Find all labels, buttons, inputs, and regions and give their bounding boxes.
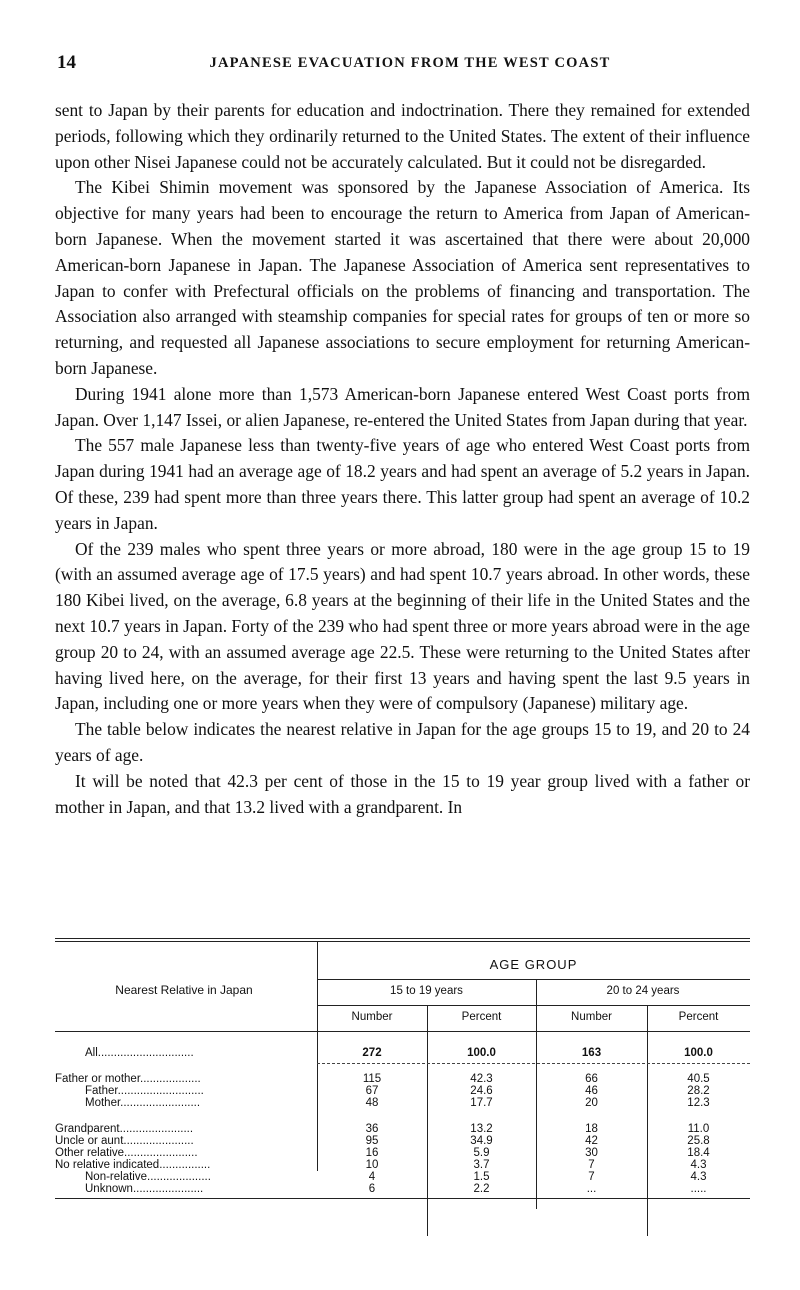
table-row-label: Grandparent....................... — [55, 1123, 194, 1135]
table-cell: 100.0 — [684, 1047, 713, 1059]
table-cell: 163 — [581, 1047, 602, 1059]
table-cell: 40.5 — [687, 1073, 710, 1085]
table-cell: 20 — [585, 1097, 598, 1109]
age-group-header: 20 to 24 years — [606, 985, 680, 997]
header-bottom-rule — [55, 1031, 750, 1032]
column-header-number: Number — [351, 1011, 393, 1023]
column-header-number: Number — [571, 1011, 612, 1023]
table-cell: 11.0 — [687, 1123, 710, 1135]
table-cell: 66 — [585, 1073, 598, 1085]
paragraph: The Kibei Shimin movement was sponsored by the Japanese Association of America. Its objective for many years had been to encourage the return to America from Japan of American-born Japanese. When the movement started it was ascertained that there were about 20,000 American-born Japanese in Japan. The Japanese Association of America sent representatives to Japan to confer with Prefectural officials on the problems of financing and transportation. The Association also arranged with steamship companies for special rates for groups of ten or more so returning, and requested all Japanese associations to secure employment for returning American-born Japanese. — [55, 177, 750, 378]
table-row-label: Unknown...................... — [85, 1183, 204, 1195]
table-cell: 10 — [365, 1159, 379, 1171]
paragraph: During 1941 alone more than 1,573 American-born Japanese entered West Coast ports from Japan. Over 1,147 Issei, or alien Japanese, re-entered the United States from Japan during that year. — [55, 383, 750, 430]
table-cell: 42 — [585, 1135, 598, 1147]
table-cell: ... — [586, 1183, 597, 1195]
table-cell: 18.4 — [687, 1147, 710, 1159]
table-row-label: Other relative....................... — [55, 1147, 198, 1159]
age-group-rule — [317, 1005, 750, 1006]
table-cell: 12.3 — [687, 1097, 710, 1109]
table-row-label: All.............................. — [85, 1047, 194, 1059]
table-row-label: Mother......................... — [85, 1097, 201, 1109]
table-cell: 18 — [585, 1123, 598, 1135]
table-cell: 6 — [368, 1183, 376, 1195]
stub-header: Nearest Relative in Japan — [115, 983, 253, 997]
table-cell: 30 — [585, 1147, 598, 1159]
table-cell: 115 — [362, 1073, 382, 1085]
table-row-label: Father or mother................... — [55, 1073, 201, 1085]
table-cell: 13.2 — [470, 1123, 493, 1135]
group-header: AGE GROUP — [489, 957, 578, 972]
table-cell: 34.9 — [470, 1135, 493, 1147]
running-header: JAPANESE EVACUATION FROM THE WEST COAST — [209, 55, 611, 71]
group-header-rule — [317, 979, 750, 980]
nearest-relative-table — [55, 935, 750, 1235]
paragraph: Of the 239 males who spent three years or more abroad, 180 were in the age group 15 to 19 (with an assumed average age of 17.5 years) and had spent 10.7 years abroad. In other words, these 180 Kibei lived, on the average, 6.8 years at the beginning of their life in the United States and the next 10.7 years in Japan. Forty of the 239 who had spent three or more years abroad were in the age group 20 to 24, with an assumed average age 22.5. These were returning to the United States after having lived here, on the average, for their first 13 years and having spent the last 9.5 years in Japan, including one or more years when they were of compulsory (Japanese) military age. — [55, 538, 750, 714]
body-text — [55, 98, 750, 820]
table-cell: 1.5 — [473, 1171, 490, 1183]
table-cell: 17.7 — [470, 1097, 493, 1109]
table-column-divider — [647, 1006, 648, 1236]
paragraph: The 557 male Japanese less than twenty-five years of age who entered West Coast ports from Japan during 1941 had an average age of 18.2 years and had spent an average of 5.2 years in Japan. Of these, 239 had spent more than three years there. This latter group had spent an average of 10.2 years in Japan. — [55, 435, 750, 533]
table-row-label: No relative indicated................ — [55, 1159, 211, 1171]
table-cell: 4 — [368, 1171, 376, 1183]
table-cell: 46 — [585, 1085, 598, 1097]
table-cell: 16 — [365, 1147, 379, 1159]
table-cell: ..... — [690, 1183, 707, 1195]
table-cell: 67 — [365, 1085, 379, 1097]
table-cell: 272 — [362, 1047, 382, 1059]
table-column-divider — [427, 1006, 428, 1236]
table-cell: 7 — [588, 1171, 595, 1183]
table-row-label: Uncle or aunt...................... — [55, 1135, 194, 1147]
table-cell: 100.0 — [467, 1047, 496, 1059]
table-row-label: Father........................... — [85, 1085, 204, 1097]
table-cell: 24.6 — [470, 1085, 493, 1097]
table-cell: 4.3 — [690, 1171, 707, 1183]
table-cell: 48 — [365, 1097, 379, 1109]
paragraph: sent to Japan by their parents for education and indoctrination. There they remained for extended periods, following which they ordinarily returned to the United States. The extent of their influence upon other Nisei Japanese could not be accurately calculated. But it could not be disregarded. — [55, 100, 750, 172]
table-cell: 3.7 — [473, 1159, 490, 1171]
total-row-rule — [317, 1063, 750, 1064]
table-cell: 5.9 — [473, 1147, 490, 1159]
table-row-label: Non-relative.................... — [85, 1171, 211, 1183]
column-header-percent: Percent — [461, 1011, 502, 1023]
table-cell: 25.8 — [687, 1135, 710, 1147]
paragraph: It will be noted that 42.3 per cent of those in the 15 to 19 year group lived with a father or mother in Japan, and that 13.2 lived with a grandparent. In — [55, 770, 750, 817]
table-cell: 2.2 — [473, 1183, 490, 1195]
table-cell: 95 — [365, 1135, 379, 1147]
table-cell: 36 — [365, 1123, 379, 1135]
column-header-percent: Percent — [678, 1011, 719, 1023]
table-cell: 4.3 — [690, 1159, 707, 1171]
table-cell: 42.3 — [470, 1073, 493, 1085]
page-number: 14 — [57, 52, 76, 73]
table-cell: 28.2 — [687, 1085, 710, 1097]
table-top-rule — [55, 938, 750, 939]
age-group-header: 15 to 19 years — [390, 985, 463, 997]
paragraph: The table below indicates the nearest relative in Japan for the age groups 15 to 19, and 20 to 24 years of age. — [55, 719, 750, 765]
table-bottom-rule — [55, 1198, 750, 1199]
table-top-rule — [55, 941, 750, 942]
table-cell: 7 — [588, 1159, 595, 1171]
